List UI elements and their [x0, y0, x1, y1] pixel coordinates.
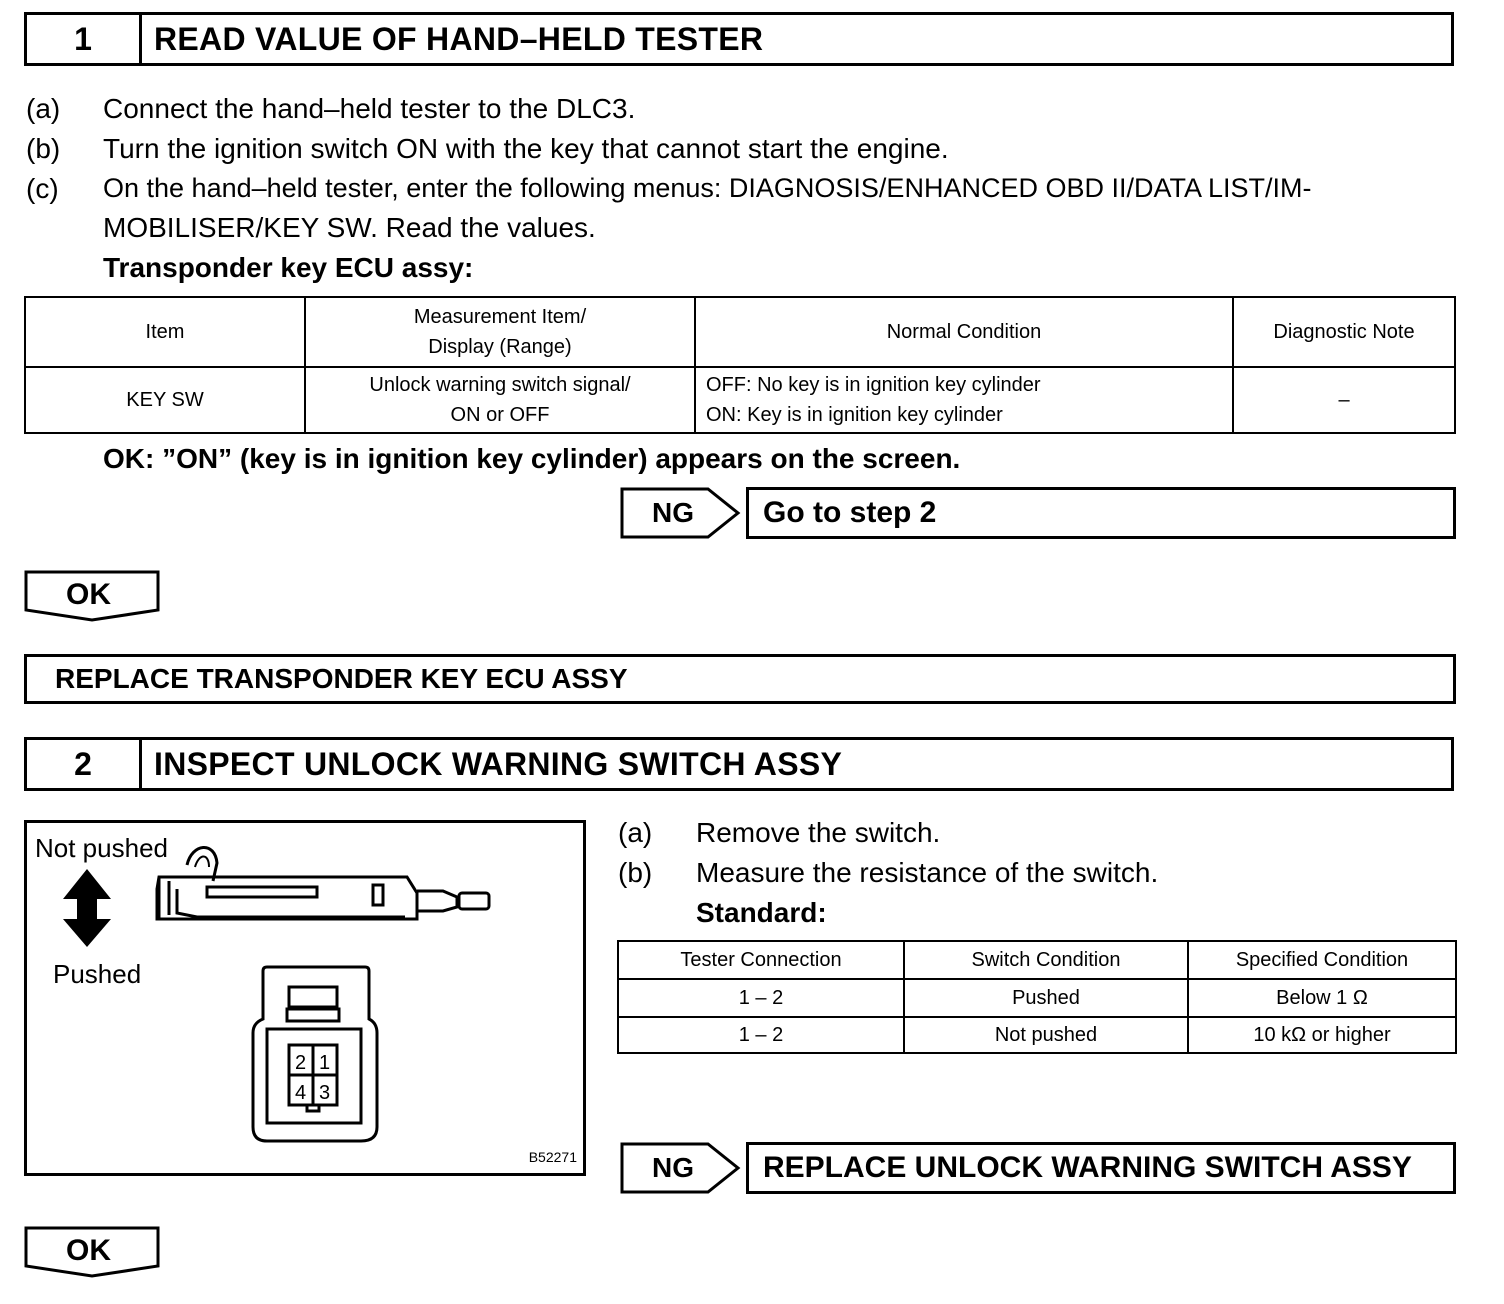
step1-item-c-marker: (c) — [26, 173, 59, 204]
cell-item: KEY SW — [25, 367, 305, 433]
switch-body-icon — [157, 877, 489, 919]
figure-code: B52271 — [528, 1149, 577, 1165]
replace-ecu-box: REPLACE TRANSPONDER KEY ECU ASSY — [24, 654, 1456, 704]
step2-item-a-text: Remove the switch. — [696, 817, 941, 848]
table-header-normal-condition: Normal Condition — [695, 297, 1233, 367]
replace-switch-box: REPLACE UNLOCK WARNING SWITCH ASSY — [746, 1142, 1456, 1194]
standard-label: Standard: — [696, 897, 827, 928]
ok-arrow-step2 — [24, 1226, 160, 1278]
step1-item-b-marker: (b) — [26, 133, 61, 164]
table-caption: Transponder key ECU assy: — [103, 252, 474, 283]
switch-illustration — [27, 823, 583, 1173]
step-number: 2 — [27, 740, 142, 788]
step1-item-a-marker: (a) — [26, 93, 61, 124]
step2-item-b-text: Measure the resistance of the switch. — [696, 857, 1159, 888]
step1-item-a-text: Connect the hand–held tester to the DLC3. — [103, 93, 636, 124]
table-header-measurement: Measurement Item/ Display (Range) — [305, 297, 695, 367]
table-row: 1 – 2 Not pushed 10 kΩ or higher — [618, 1017, 1456, 1053]
step-number: 1 — [27, 15, 142, 63]
ok-label: OK — [66, 1234, 111, 1267]
table-header-specified-condition: Specified Condition — [1188, 941, 1456, 979]
cell-measurement: Unlock warning switch signal/ ON or OFF — [305, 367, 695, 433]
table-header-tester-connection: Tester Connection — [618, 941, 904, 979]
label-pushed: Pushed — [53, 959, 142, 989]
data-list-table — [24, 296, 1456, 434]
step-title: INSPECT UNLOCK WARNING SWITCH ASSY — [154, 745, 843, 782]
ng-label: NG — [652, 1152, 694, 1183]
label-not-pushed: Not pushed — [35, 833, 168, 863]
step1-item-c-text-continued: MOBILISER/KEY SW. Read the values. — [103, 212, 596, 243]
push-direction-icon — [63, 869, 111, 947]
table-row — [25, 367, 1455, 433]
pin-2: 2 — [295, 1052, 307, 1074]
pin-4: 4 — [295, 1082, 307, 1104]
step-2-header — [24, 737, 1454, 791]
step-1-header — [24, 12, 1454, 66]
step-title: READ VALUE OF HAND–HELD TESTER — [154, 20, 764, 57]
step1-item-c-text: On the hand–held tester, enter the following menus: DIAGNOSIS/ENHANCED OBD II/DATA LIST/IM- — [103, 173, 1312, 203]
pin-3: 3 — [319, 1082, 331, 1104]
table-header-switch-condition: Switch Condition — [904, 941, 1188, 979]
ok-label: OK — [66, 578, 111, 611]
step1-item-b-text: Turn the ignition switch ON with the key that cannot start the engine. — [103, 133, 949, 164]
cell-diagnostic-note: – — [1233, 367, 1455, 433]
ok-condition: OK: ”ON” (key is in ignition key cylinder) appears on the screen. — [103, 443, 961, 474]
pin-1: 1 — [319, 1052, 331, 1074]
ok-arrow-step1 — [24, 570, 160, 622]
go-to-step-2-box: Go to step 2 — [746, 487, 1456, 539]
table-header-item: Item — [25, 297, 305, 367]
connector-icon — [253, 967, 377, 1141]
ng-label: NG — [652, 497, 694, 528]
ng-arrow-step1 — [620, 487, 742, 539]
resistance-table — [617, 940, 1457, 1054]
table-header-diagnostic-note: Diagnostic Note — [1233, 297, 1455, 367]
step2-item-b-marker: (b) — [618, 857, 653, 888]
switch-figure — [24, 820, 586, 1176]
ng-arrow-step2 — [620, 1142, 742, 1194]
cell-normal-condition: OFF: No key is in ignition key cylinder ON: Key is in ignition key cylinder — [695, 367, 1233, 433]
table-row: 1 – 2 Pushed Below 1 Ω — [618, 979, 1456, 1017]
step2-item-a-marker: (a) — [618, 817, 653, 848]
